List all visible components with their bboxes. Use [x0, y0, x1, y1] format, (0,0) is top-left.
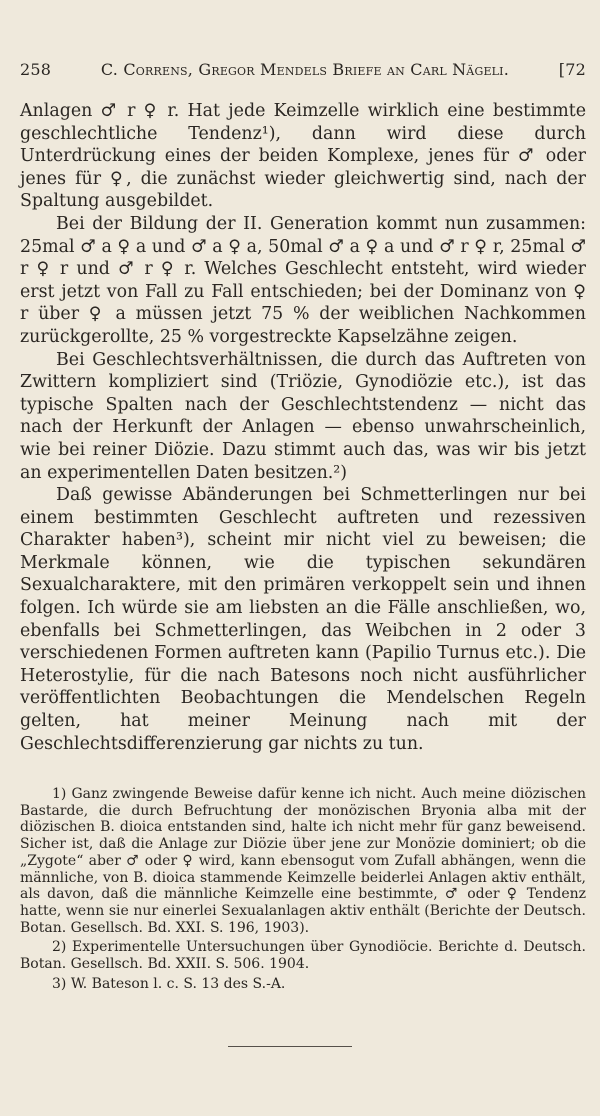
running-title: C. Correns, Gregor Mendels Briefe an Carl Nägeli. — [100, 60, 510, 79]
footnotes — [20, 786, 586, 995]
paragraph: Bei Geschlechtsverhältnissen, die durch das Auftreten von Zwittern kompliziert sind (Triözie, Gynodiözie etc.), ist das typische Spalten nach der Geschlechtstendenz — nicht das nach der Herkunft der Anlagen — ebenso unwahrscheinlich, wie bei reiner Diözie. Dazu stimmt auch das, was wir bis jetzt an experimentellen Daten besitzen.²) — [20, 349, 586, 483]
closing-rule — [228, 1046, 352, 1047]
main-text — [20, 100, 586, 755]
paragraph: Daß gewisse Abänderungen bei Schmetterlingen nur bei einem bestimmten Geschlecht auftreten und rezessiven Charakter haben³), scheint mir nicht viel zu beweisen; die Merkmale können, wie die typischen sekundären Sexualcharaktere, mit den primären verkoppelt sein und ihnen folgen. Ich würde sie am liebsten an die Fälle anschließen, wo, ebenfalls bei Schmetterlingen, das Weibchen in 2 oder 3 verschiedenen Formen auftreten kann (Papilio Turnus etc.). Die Heterostylie, für die nach Batesons noch nicht ausführlicher veröffentlichten Beobachtungen die Mendelschen Regeln gelten, hat meiner Meinung nach mit der Geschlechtsdifferenzierung gar nichts zu tun. — [20, 485, 586, 754]
paragraph: Anlagen ♂ r ♀ r. Hat jede Keimzelle wirklich eine bestimmte geschlechtliche Tendenz¹), dann wird diese durch Unterdrückung eines der beiden Komplexe, jenes für ♂ oder jenes für ♀, die zunächst wieder gleichwertig sind, nach der Spaltung ausgebildet. — [20, 101, 586, 212]
running-header — [20, 60, 586, 79]
section-mark: [72 — [558, 60, 586, 79]
footnote: 1) Ganz zwingende Beweise dafür kenne ich nicht. Auch meine diözischen Bastarde, die durch Befruchtung der monözischen Bryonia alba mit der diözischen B. dioica entstanden sind, halte ich nicht mehr für ganz beweisend. Sicher ist, daß die Anlage zur Diözie über jene zur Monözie dominiert; ob die „Zygote“ aber ♂ oder ♀ wird, kann ebensogut vom Zufall abhängen, wenn die männliche, von B. dioica stammende Keimzelle beiderlei Anlagen aktiv enthält, als davon, daß die männliche Keimzelle eine bestimmte, ♂ oder ♀ Tendenz hatte, wenn sie nur einerlei Sexualanlagen aktiv enthält (Berichte der Deutsch. Botan. Gesellsch. Bd. XXI. S. 196, 1903). — [20, 786, 586, 936]
footnote: 3) W. Bateson l. c. S. 13 des S.-A. — [52, 975, 286, 992]
page-number: 258 — [20, 60, 52, 79]
footnote: 2) Experimentelle Untersuchungen über Gynodiöcie. Berichte d. Deutsch. Botan. Gesellsch. Bd. XXII. S. 506. 1904. — [20, 939, 586, 973]
paragraph: Bei der Bildung der II. Generation kommt nun zusammen: 25mal ♂ a ♀ a und ♂ a ♀ a, 50mal ♂ a ♀ a und ♂ r ♀ r, 25mal ♂ r ♀ r und ♂ r ♀ r. Welches Geschlecht entsteht, wird wieder erst jetzt von Fall zu Fall entschieden; bei der Dominanz von ♀ r über ♀ a müssen jetzt 75 % der weiblichen Nachkommen zurückgerollte, 25 % vorgestreckte Kapselzähne zeigen. — [20, 213, 586, 347]
